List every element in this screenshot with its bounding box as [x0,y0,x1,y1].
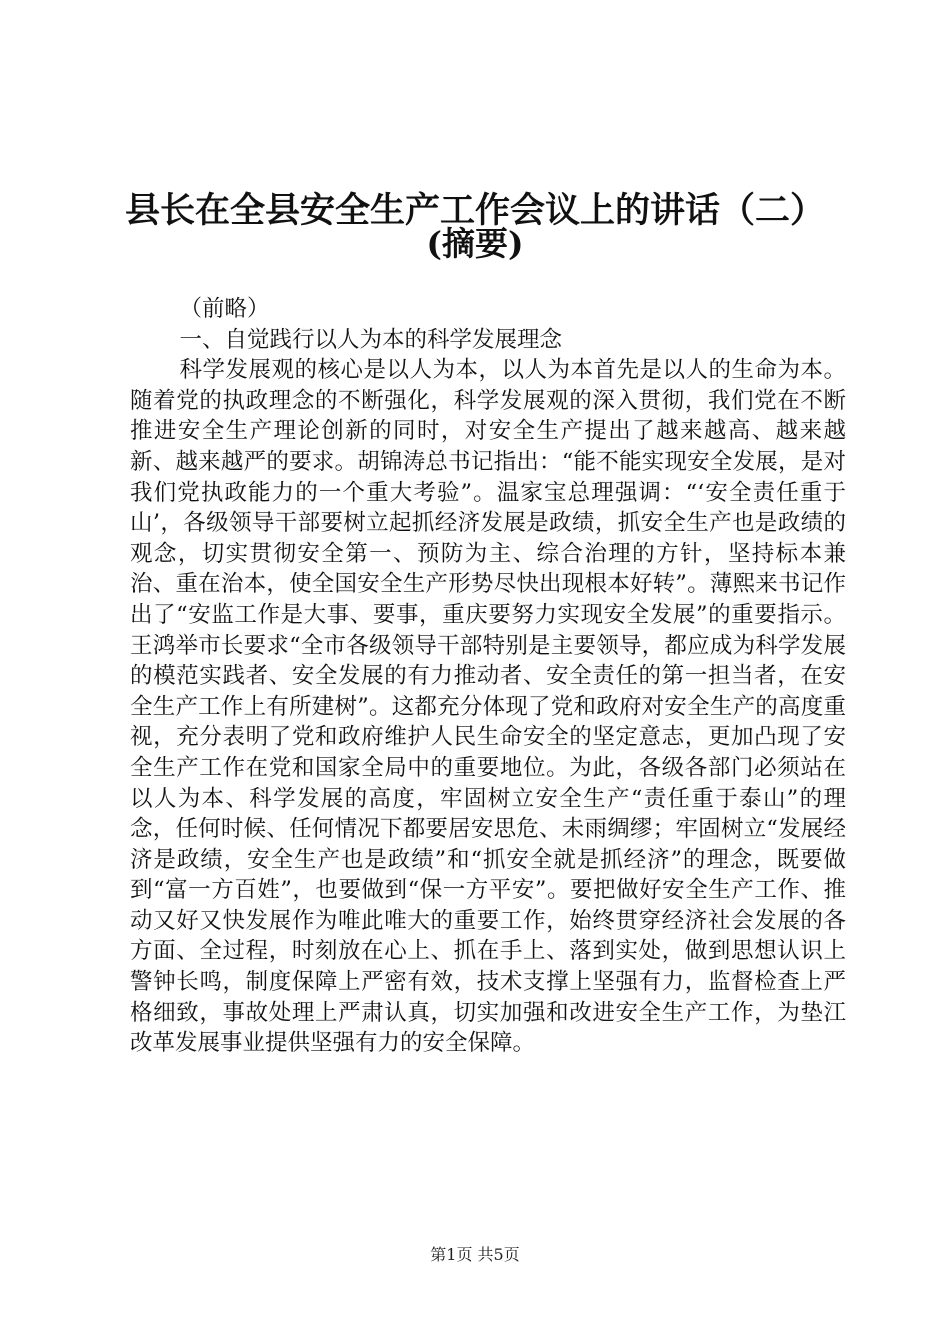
page-footer: 第1页 共5页 [430,1245,520,1264]
document-title: 县长在全县安全生产工作会议上的讲话（二） [124,190,825,231]
preface-note: （前略） [179,296,270,322]
document-subtitle: (摘要) [426,224,524,263]
body-paragraph: 科学发展观的核心是以人为本，以人为本首先是以人的生命为本。随着党的执政理念的不断强化，科学发展观的深入贯彻，我们党在不断推进安全生产理论创新的同时，对安全生产提出了越来越高、越来越新、越来越严的要求。胡锦涛总书记指出：“能不能实现安全发展，是对我们党执政能力的一个重大考验”。温家宝总理强调：“‘安全责任重于山’，各级领导干部要树立起抓经济发展是政绩，抓安全生产也是政绩的观念，切实贯彻安全第一、预防为主、综合治理的方针，坚持标本兼治、重在治本，使全国安全生产形势尽快出现根本好转”。薄熙来书记作出了“安监工作是大事、要事，重庆要努力实现安全发展”的重要指示。王鸿举市长要求“全市各级领导干部特别是主要领导，都应成为科学发展的模范实践者、安全发展的有力推动者、安全责任的第一担当者，在安全生产工作上有所建树”。这都充分体现了党和政府对安全生产的高度重视，充分表明了党和政府维护人民生命安全的坚定意志，更加凸现了安全生产工作在党和国家全局中的重要地位。为此，各级各部门必须站在以人为本、科学发展的高度，牢固树立安全生产“责任重于泰山”的理念，任何时候、任何情况下都要居安思危、未雨绸缪；牢固树立“发展经济是政绩，安全生产也是政绩”和“抓安全就是抓经济”的理念，既要做到“富一方百姓”，也要做到“保一方平安”。要把做好安全生产工作、推动又好又快发展作为唯此唯大的重要工作，始终贯穿经济社会发展的各方面、全过程，时刻放在心上、抓在手上、落到实处，做到思想认识上警钟长鸣，制度保障上严密有效，技术支撑上坚强有力，监督检查上严格细致，事故处理上严肃认真，切实加强和改进安全生产工作，为垫江改革发展事业提供坚强有力的安全保障。 [130,357,846,1057]
document-body [130,294,846,1059]
section-heading: 一、自觉践行以人为本的科学发展理念 [179,326,563,353]
